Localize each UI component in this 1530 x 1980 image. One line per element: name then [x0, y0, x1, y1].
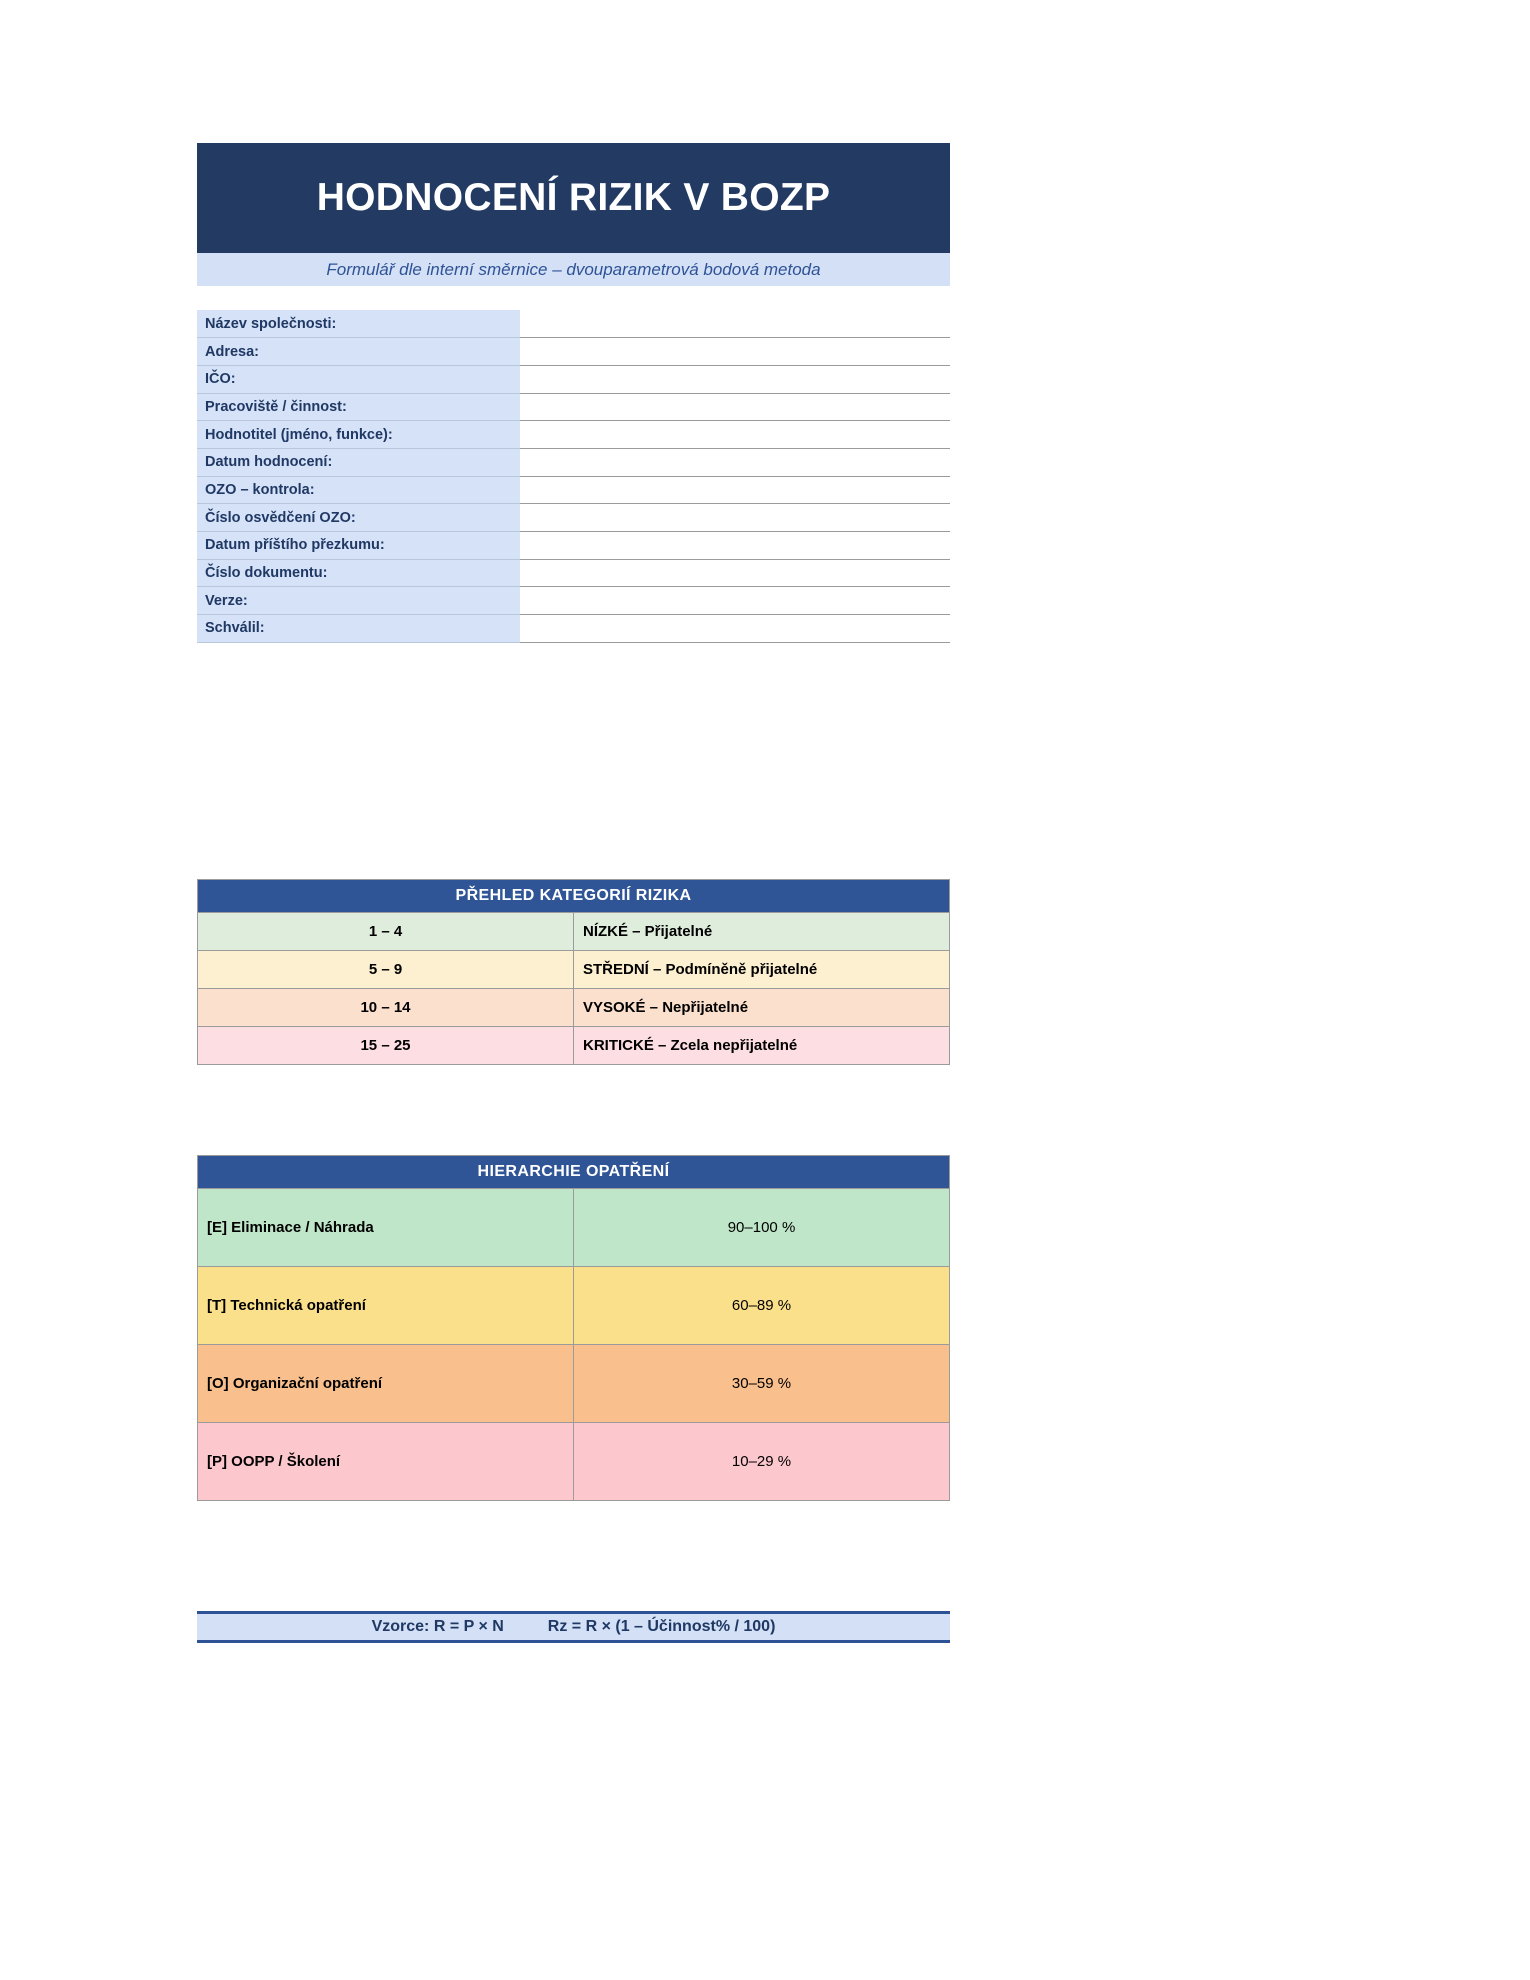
info-value-assessment-date[interactable] [520, 448, 950, 476]
info-label-assessor: Hodnotitel (jméno, funkce): [197, 421, 520, 449]
risk-description-critical: KRITICKÉ – Zcela nepřijatelné [574, 1027, 950, 1065]
risk-range-medium: 5 – 9 [198, 951, 574, 989]
info-value-assessor[interactable] [520, 421, 950, 449]
table-row [198, 989, 950, 1027]
info-label-company-name: Název společnosti: [197, 310, 520, 338]
info-value-company-name[interactable] [520, 310, 950, 338]
table-row [197, 338, 950, 366]
hierarchy-effectiveness-ppe: 10–29 % [574, 1423, 950, 1501]
info-value-ozo-check[interactable] [520, 476, 950, 504]
risk-range-low: 1 – 4 [198, 913, 574, 951]
table-row [197, 559, 950, 587]
table-header-row [198, 880, 950, 913]
hierarchy-effectiveness-elimination: 90–100 % [574, 1189, 950, 1267]
info-label-version: Verze: [197, 587, 520, 615]
document-subtitle-band [197, 253, 950, 286]
table-row [198, 1345, 950, 1423]
info-value-ico[interactable] [520, 365, 950, 393]
table-row [198, 1423, 950, 1501]
hierarchy-measure-elimination: [E] Eliminace / Náhrada [198, 1189, 574, 1267]
formula-primary: Vzorce: R = P × N [371, 1618, 504, 1635]
hierarchy-header: HIERARCHIE OPATŘENÍ [198, 1156, 950, 1189]
table-row [197, 504, 950, 532]
info-value-document-number[interactable] [520, 559, 950, 587]
info-label-document-number: Číslo dokumentu: [197, 559, 520, 587]
table-row [197, 532, 950, 560]
table-row [197, 421, 950, 449]
info-label-workplace: Pracoviště / činnost: [197, 393, 520, 421]
table-row [198, 1027, 950, 1065]
table-row [197, 448, 950, 476]
hierarchy-effectiveness-organizational: 30–59 % [574, 1345, 950, 1423]
hierarchy-effectiveness-technical: 60–89 % [574, 1267, 950, 1345]
table-row [197, 393, 950, 421]
formula-bar [197, 1611, 950, 1643]
risk-categories-table [197, 879, 950, 1065]
info-label-assessment-date: Datum hodnocení: [197, 448, 520, 476]
table-row [197, 365, 950, 393]
risk-categories-header: PŘEHLED KATEGORIÍ RIZIKA [198, 880, 950, 913]
hierarchy-measure-technical: [T] Technická opatření [198, 1267, 574, 1345]
document-title-band [197, 143, 950, 253]
info-value-workplace[interactable] [520, 393, 950, 421]
risk-description-low: NÍZKÉ – Přijatelné [574, 913, 950, 951]
table-row [198, 951, 950, 989]
table-row [197, 476, 950, 504]
table-header-row [198, 1156, 950, 1189]
formula-secondary: Rz = R × (1 – Účinnost% / 100) [547, 1618, 776, 1635]
table-row [197, 310, 950, 338]
info-value-version[interactable] [520, 587, 950, 615]
hierarchy-measure-organizational: [O] Organizační opatření [198, 1345, 574, 1423]
table-row [198, 1189, 950, 1267]
table-row [197, 615, 950, 643]
page-title: HODNOCENÍ RIZIK V BOZP [316, 176, 831, 219]
info-value-ozo-certificate[interactable] [520, 504, 950, 532]
info-value-approved-by[interactable] [520, 615, 950, 643]
page-subtitle: Formulář dle interní směrnice – dvouparametrová bodová metoda [326, 259, 821, 279]
risk-description-medium: STŘEDNÍ – Podmíněně přijatelné [574, 951, 950, 989]
info-value-next-review[interactable] [520, 532, 950, 560]
info-label-ico: IČO: [197, 365, 520, 393]
info-label-ozo-check: OZO – kontrola: [197, 476, 520, 504]
table-row [198, 913, 950, 951]
info-label-address: Adresa: [197, 338, 520, 366]
risk-range-high: 10 – 14 [198, 989, 574, 1027]
table-row [198, 1267, 950, 1345]
company-info-table [197, 310, 950, 643]
info-label-approved-by: Schválil: [197, 615, 520, 643]
info-value-address[interactable] [520, 338, 950, 366]
hierarchy-measure-ppe: [P] OOPP / Školení [198, 1423, 574, 1501]
table-row [197, 587, 950, 615]
info-label-next-review: Datum příštího přezkumu: [197, 532, 520, 560]
risk-range-critical: 15 – 25 [198, 1027, 574, 1065]
info-label-ozo-certificate: Číslo osvědčení OZO: [197, 504, 520, 532]
hierarchy-of-measures-table [197, 1155, 950, 1501]
risk-description-high: VYSOKÉ – Nepřijatelné [574, 989, 950, 1027]
